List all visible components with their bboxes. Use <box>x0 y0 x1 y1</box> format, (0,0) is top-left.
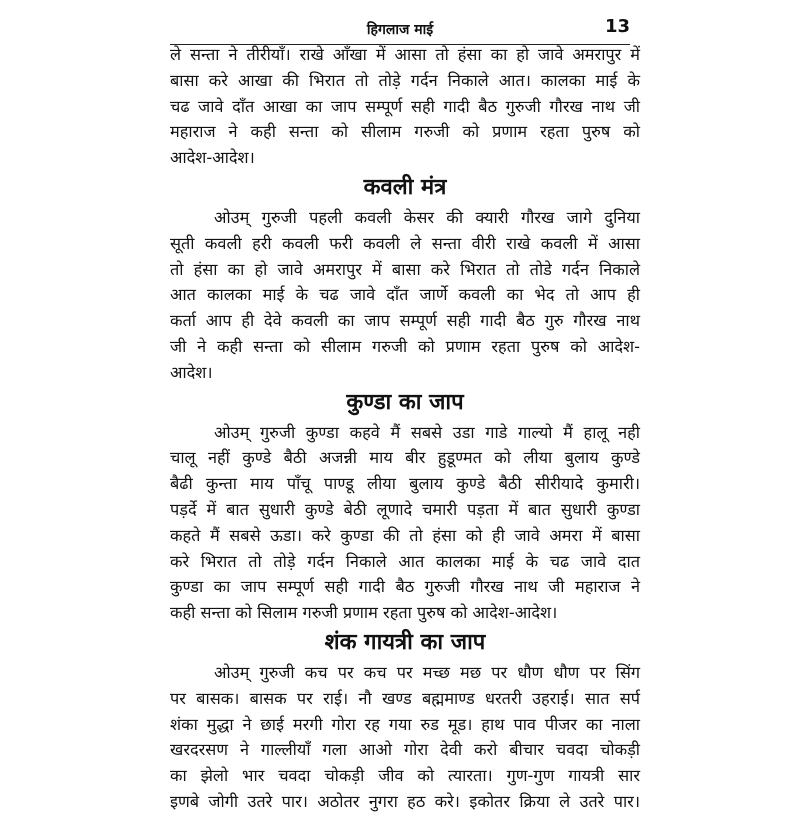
text-line: बैढी कुन्ता माय पाँचू पाण्डू लीया बुलाय कुण्डे बैठी सीरीयादे कुमारी। <box>170 474 640 494</box>
text-line: कर्ता आप ही देवे कवली का जाप सम्पूर्ण सही गादी बैठ गुरु गौरख नाथ <box>170 311 640 331</box>
section-intro <box>170 42 640 171</box>
section-kunda-jaap <box>170 388 640 626</box>
text-line: इणबे जोगी उतरे पार। अठोतर नुगरा हठ करे। इकोतर क्रिया ले उतरे पार। <box>170 791 640 811</box>
text-line: शंका मुद्धा ने छाई मरगी गोरा रह गया रुड मूड। हाथ पाव पीजर का नाला <box>170 714 640 734</box>
text-line: ले सन्ता ने तीरीयाँ। राखे आँखा में आसा तो हंसा का हो जावे अमरापुर में <box>170 45 640 64</box>
running-title: हिगलाज माई <box>366 22 434 38</box>
text-line: कुण्डा का जाप सम्पूर्ण सही गादी बैठ गुरुजी गौरख नाथ जी महाराज ने <box>170 577 640 597</box>
section-heading: शंक गायत्री का जाप <box>324 629 486 655</box>
text-line: तो हंसा का हो जावे अमरापुर में बासा करे भिरात तो तोडे गर्दन निकाले <box>170 259 640 279</box>
text-line: आदेश। <box>170 362 213 382</box>
text-line: आत कालका माई के चढ जावे दाँत जार्णे कवली का भेद तो आप ही <box>170 285 640 305</box>
text-line: पड़र्दे में बात सुधारी कुण्डे बेठी लूणादे चमारी पड़ता में बात सुधारी कुण्डा <box>170 499 640 519</box>
section-shank-gayatri-jaap <box>170 628 640 815</box>
text-line: चालू नहीं कुण्डे बैठी अजन्नी माय बीर हुडूण्मत को लीया बुलाय कुण्डे <box>170 448 640 468</box>
section-heading: कवली मंत्र <box>363 174 447 200</box>
page-number: 13 <box>604 16 630 37</box>
text-line: ओउम् गुरुजी कच पर कच पर मच्छ मछ पर धौण धौण पर सिंग <box>214 662 640 682</box>
text-line: महाराज ने कही सन्ता को सीलाम गरुजी को प्रणाम रहता पुरुष को <box>170 122 640 142</box>
text-line: का झेलो भार चवदा चोकड़ी जीव को त्यारता। गुण-गुण गायत्री सार <box>170 766 640 786</box>
page-header <box>170 16 630 44</box>
text-line: आदेश-आदेश। <box>170 148 255 168</box>
page-body <box>170 42 640 815</box>
text-line: बासा करे आखा की भिरात तो तोड़े गर्दन निकाले आत। कालका माई के <box>170 70 640 90</box>
text-line: कही सन्ता को सिलाम गरुजी प्रणाम रहता पुरुष को आदेश-आदेश। <box>170 603 558 623</box>
text-line: कहते मैं सबसे ऊडा। करे कुण्डा की तो हंसा को ही जावे अमरा में बासा <box>170 525 640 545</box>
text-line: खरदरसण ने गाल्लीयाँ गला आओ गोरा देवी करो बीचार चवदा चोकड़ी <box>170 740 640 760</box>
text-line: सूती कवली हरी कवली फरी कवली ले सन्ता वीरी राखे कवली में आसा <box>170 233 640 253</box>
text-line: पर बासक। बासक पर राई। नौ खण्ड बह्ममाण्ड धरतरी उहराई। सात सर्प <box>170 688 640 708</box>
text-line: चढ जावे दाँत आखा का जाप सम्पूर्ण सही गादी बैठ गुरुजी गौरख नाथ जी <box>170 96 640 116</box>
text-line: करे भिरात तो तोड़े गर्दन निकाले आत कालका माई के चढ जावे दात <box>170 551 640 571</box>
text-line: ओउम् गुरुजी पहली कवली केसर की क्यारी गौरख जागे दुनिया <box>214 207 640 227</box>
text-line: जी ने कही सन्ता को सीलाम गरुजी को प्रणाम रहता पुरुष को आदेश- <box>170 336 640 356</box>
text-line: ओउम् गुरुजी कुण्डा कहवे मैं सबसे उडा गाडे गाल्यो मैं हालू नही <box>214 422 640 442</box>
section-heading: कुण्डा का जाप <box>346 389 464 415</box>
section-kavali-mantra <box>170 173 640 386</box>
